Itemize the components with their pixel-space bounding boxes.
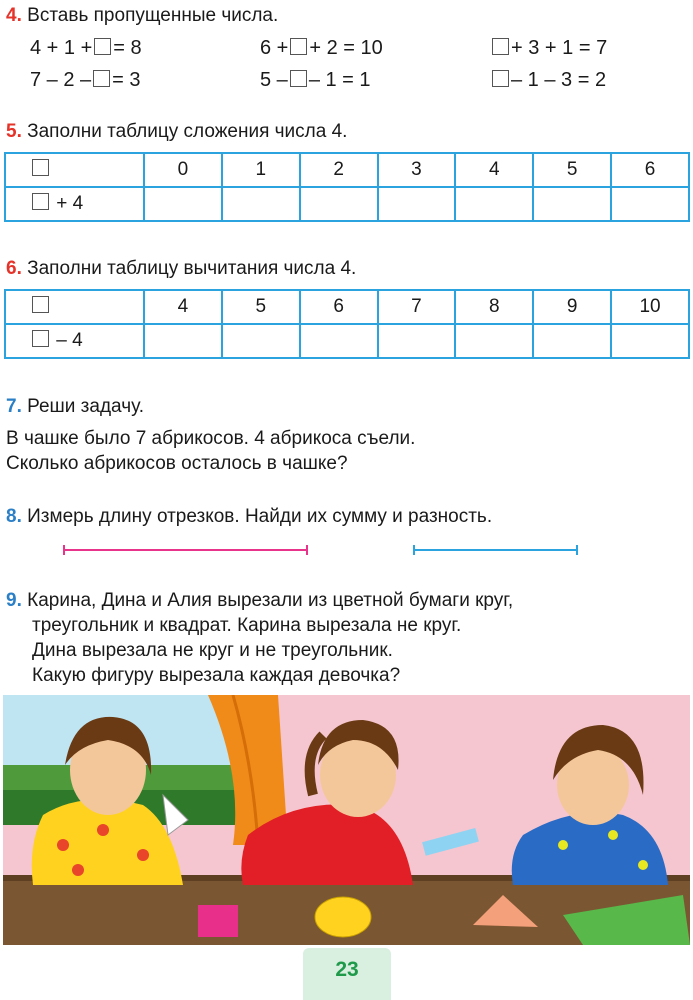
task-title: Заполни таблицу вычитания числа 4. (27, 258, 357, 279)
equation-6: – 1 – 3 = 2 (490, 68, 606, 92)
table-cell: 4 (455, 153, 533, 187)
task-6-heading: 6. Заполни таблицу вычитания числа 4. (6, 258, 357, 279)
answer-cell[interactable] (222, 187, 300, 221)
table-cell: 4 (144, 290, 222, 324)
task-4-heading (6, 4, 278, 28)
answer-cell[interactable] (378, 187, 456, 221)
answer-cell[interactable] (144, 187, 222, 221)
table-answer-row (5, 324, 689, 358)
table-cell: 6 (300, 290, 378, 324)
table-cell: 2 (300, 153, 378, 187)
equation-3: + 3 + 1 = 7 (490, 36, 607, 60)
table-cell (5, 290, 144, 324)
answer-cell[interactable] (455, 324, 533, 358)
blue-segment (413, 549, 578, 551)
answer-cell[interactable] (300, 324, 378, 358)
table-cell: 8 (455, 290, 533, 324)
answer-cell[interactable] (611, 324, 689, 358)
answer-cell[interactable] (533, 187, 611, 221)
task-title: Заполни таблицу сложения числа 4. (27, 121, 348, 142)
table-cell: 3 (378, 153, 456, 187)
pink-segment (63, 549, 308, 551)
equation-4: 7 – 2 – = 3 (30, 69, 141, 91)
table-cell: 5 (533, 153, 611, 187)
task-number: 4. (6, 5, 22, 26)
task-7-heading: 7. Реши задачу. (6, 396, 144, 417)
task-title: Измерь длину отрезков. Найди их сумму и разность. (27, 506, 493, 527)
answer-box[interactable] (290, 70, 307, 87)
answer-box[interactable] (94, 38, 111, 55)
table-cell: 10 (611, 290, 689, 324)
table-answer-row (5, 187, 689, 221)
table-cell: – 4 (5, 324, 144, 358)
table-cell: 6 (611, 153, 689, 187)
table-cell: 5 (222, 290, 300, 324)
answer-cell[interactable] (611, 187, 689, 221)
subtraction-table (4, 289, 690, 359)
table-cell: 7 (378, 290, 456, 324)
answer-cell[interactable] (222, 324, 300, 358)
answer-box[interactable] (492, 70, 509, 87)
answer-box[interactable] (93, 70, 110, 87)
task-title: Вставь пропущенные числа. (27, 5, 279, 26)
table-header-row (5, 290, 689, 324)
answer-box[interactable] (492, 38, 509, 55)
task-9-text: 9. Карина, Дина и Алия вырезали из цветной бумаги круг, треугольник и квадрат. Карина вырезала не круг. Дина вырезала не круг и не треугольник. Какую фигуру вырезала каждая девочка? (6, 590, 514, 686)
table-cell: 0 (144, 153, 222, 187)
blank-box (32, 159, 49, 176)
task-title: Реши задачу. (27, 396, 144, 417)
answer-box[interactable] (290, 38, 307, 55)
answer-cell[interactable] (533, 324, 611, 358)
table-cell: 9 (533, 290, 611, 324)
equation-1: 4 + 1 + = 8 (30, 37, 142, 59)
task-5-heading: 5. Заполни таблицу сложения числа 4. (6, 121, 348, 142)
table-cell: + 4 (5, 187, 144, 221)
table-cell: 1 (222, 153, 300, 187)
equation-5: 5 – – 1 = 1 (260, 69, 371, 91)
task-8-heading: 8. Измерь длину отрезков. Найди их сумму и разность. (6, 506, 493, 527)
answer-cell[interactable] (144, 324, 222, 358)
problem-text: В чашке было 7 абрикосов. 4 абрикоса съели. Сколько абрикосов осталось в чашке? (6, 428, 416, 474)
equation-2: 6 + + 2 = 10 (260, 37, 383, 59)
table-cell (5, 153, 144, 187)
addition-table (4, 152, 690, 222)
table-header-row (5, 153, 689, 187)
blank-box (32, 296, 49, 313)
blank-box (32, 193, 49, 210)
answer-cell[interactable] (455, 187, 533, 221)
answer-cell[interactable] (378, 324, 456, 358)
answer-cell[interactable] (300, 187, 378, 221)
blank-box (32, 330, 49, 347)
girls-cutting-paper-illustration (3, 695, 690, 945)
page-number: 23 (303, 948, 391, 1000)
